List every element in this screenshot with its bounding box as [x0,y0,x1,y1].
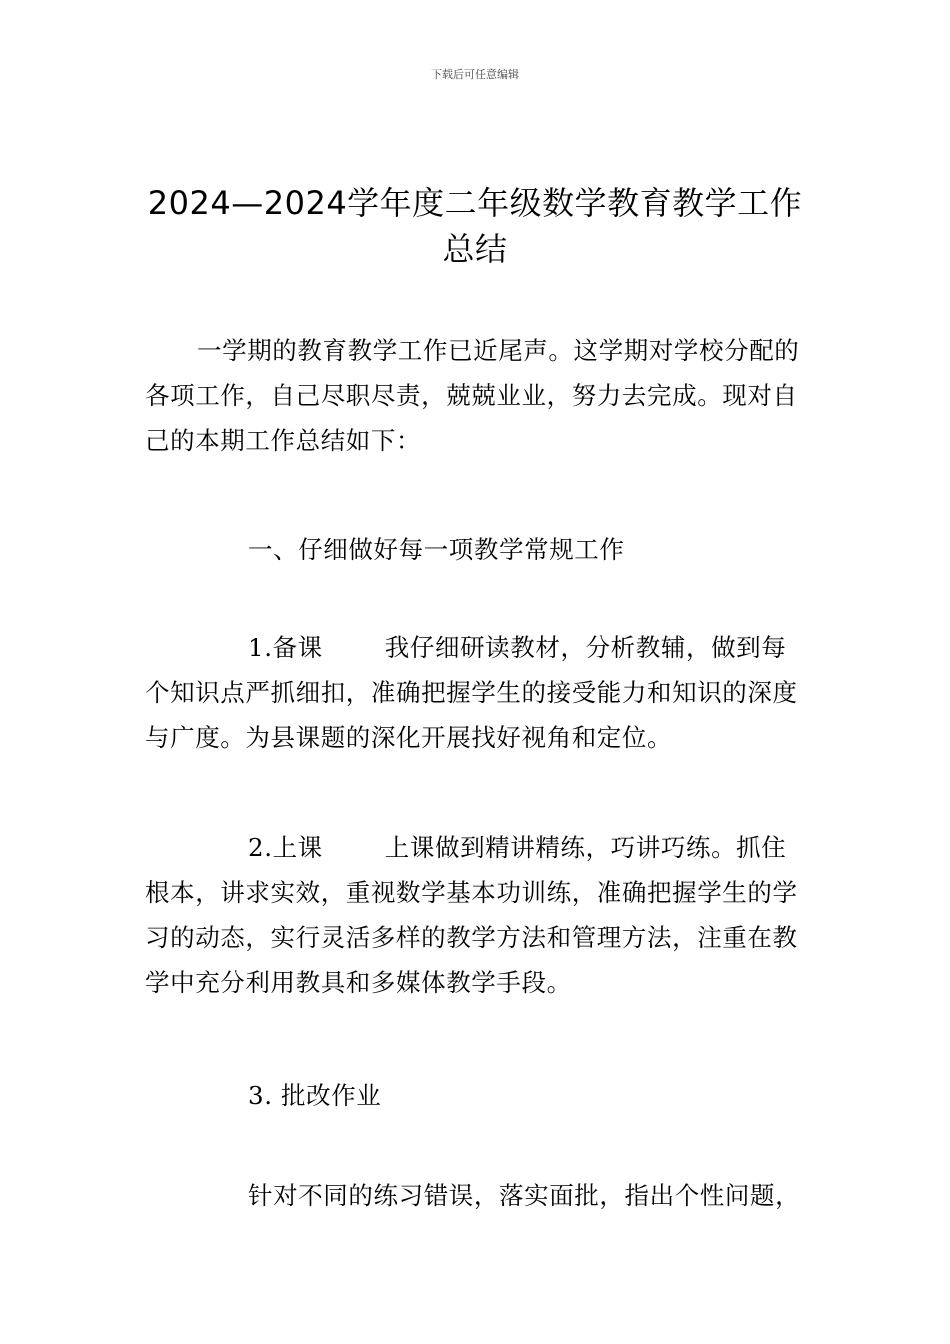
document-title: 2024—2024学年度二年级数学教育教学工作总结 [147,184,803,268]
homework-paragraph: 针对不同的练习错误，落实面批，指出个性问题， [248,1181,801,1210]
item-text: 上课做到精讲精练，巧讲巧练。抓住根本，讲求实效，重视数学基本功训练，准确把握学生的学习的动态，实行灵活多样的教学方法和管理方法，注重在教学中充分利用教具和多媒体教学手段。 [145,833,798,997]
item-label: 1.备课 [248,633,323,662]
item-text: 我仔细研读教材，分析教辅，做到每个知识点严抓细扣，准确把握学生的接受能力和知识的深度与广度。为县课题的深化开展找好视角和定位。 [145,633,798,752]
item-paragraph-class [145,825,810,1005]
intro-paragraph: 一学期的教育教学工作已近尾声。这学期对学校分配的各项工作，自己尽职尽责，兢兢业业，努力去完成。现对自己的本期工作总结如下： [145,336,800,455]
item-heading-homework: 3. 批改作业 [248,1081,382,1110]
item-label: 2.上课 [248,833,323,862]
section-heading: 一、仔细做好每一项教学常规工作 [248,535,625,564]
item-paragraph-prep [145,625,810,760]
header-note: 下载后可任意编辑 [431,68,519,81]
